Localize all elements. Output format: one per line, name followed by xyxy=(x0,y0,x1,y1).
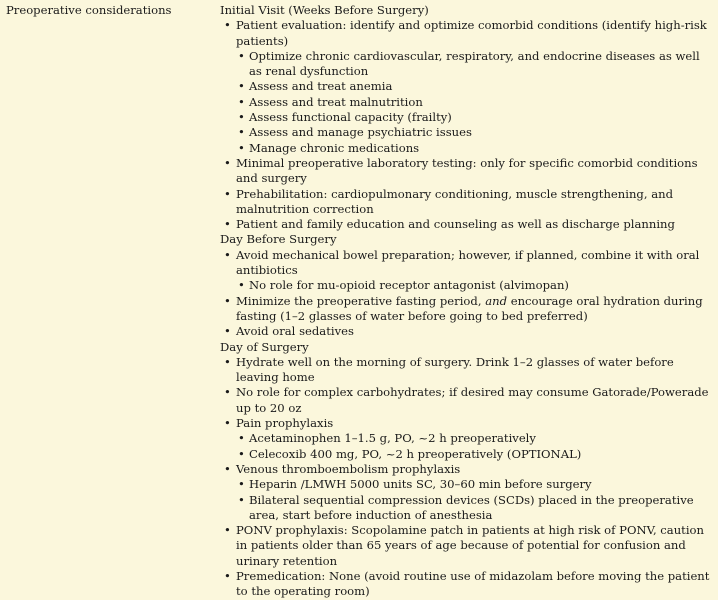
item-text: Avoid mechanical bowel preparation; however, if planned, combine it with oral antibiotics xyxy=(236,247,700,278)
day-of-heading: Day of Surgery xyxy=(220,339,309,354)
list-item xyxy=(236,110,714,125)
vte-sublist xyxy=(236,477,714,523)
row-label: Preoperative considerations xyxy=(6,3,172,17)
item-text: Heparin /LMWH 5000 units SC, 30–60 min before surgery xyxy=(249,477,592,492)
list-item xyxy=(220,416,714,462)
item-text: Assess and treat anemia xyxy=(249,79,393,94)
list-item xyxy=(236,431,714,446)
item-text: Prehabilitation: cardiopulmonary conditioning, muscle strengthening, and malnutrition correction xyxy=(236,186,674,216)
list-item xyxy=(236,79,714,94)
bullet-icon: • xyxy=(224,324,231,339)
bullet-icon: • xyxy=(224,293,231,308)
list-item xyxy=(220,523,714,569)
bullet-icon: • xyxy=(224,568,231,583)
item-text: Assess functional capacity (frailty) xyxy=(249,110,452,125)
item-text: encourage oral hydration during fasting (1–2 glasses of water before going to bed preferred) xyxy=(236,293,703,323)
list-item xyxy=(220,569,714,600)
bullet-icon: • xyxy=(238,278,245,293)
bullet-icon: • xyxy=(238,446,245,461)
list-item xyxy=(236,141,714,156)
item-text: Pain prophylaxis xyxy=(236,416,334,431)
item-text: Minimize the preoperative fasting period, xyxy=(236,293,482,308)
bullet-icon: • xyxy=(224,155,231,170)
item-text: Minimal preoperative laboratory testing: only for specific comorbid conditions and surgery xyxy=(236,155,698,186)
row-label-cell xyxy=(6,3,206,18)
item-text: Bilateral sequential compression devices (SCDs) placed in the preoperative area, start before induction of anesthesia xyxy=(249,492,694,522)
item-text: Hydrate well on the morning of surgery. Drink 1–2 glasses of water before leaving home xyxy=(236,354,674,385)
list-item xyxy=(236,95,714,110)
list-item xyxy=(220,217,714,232)
list-item xyxy=(236,477,714,492)
item-text: Patient evaluation: identify and optimize comorbid conditions (identify high-risk patients) xyxy=(236,18,707,48)
day-before-heading: Day Before Surgery xyxy=(220,232,337,247)
list-item xyxy=(220,385,714,416)
list-item xyxy=(220,187,714,218)
bullet-icon: • xyxy=(224,354,231,369)
item-text: No role for mu-opioid receptor antagonist (alvimopan) xyxy=(249,278,569,293)
eval-sublist xyxy=(236,49,714,156)
bullet-icon: • xyxy=(224,247,231,262)
item-text: PONV prophylaxis: Scopolamine patch in patients at high risk of PONV, caution in patients older than 65 years of age because of potential for confusion and urinary retention xyxy=(236,523,704,568)
list-item xyxy=(220,324,714,339)
bullet-icon: • xyxy=(238,431,245,446)
emphasis-text: and xyxy=(485,293,508,308)
list-item xyxy=(220,248,714,294)
day-of-list xyxy=(220,355,714,600)
bullet-icon: • xyxy=(224,385,231,400)
bullet-icon: • xyxy=(238,94,245,109)
list-item xyxy=(236,49,714,80)
item-text: Premedication: None (avoid routine use of midazolam before moving the patient to the operating room) xyxy=(236,568,710,599)
item-text: Acetaminophen 1–1.5 g, PO, ~2 h preoperatively xyxy=(249,431,536,446)
bullet-icon: • xyxy=(224,416,231,431)
initial-visit-heading: Initial Visit (Weeks Before Surgery) xyxy=(220,3,429,17)
list-item xyxy=(236,447,714,462)
list-item xyxy=(236,493,714,524)
bullet-icon: • xyxy=(238,477,245,492)
bullet-icon: • xyxy=(224,523,231,538)
item-text: Manage chronic medications xyxy=(249,140,420,155)
bullet-icon: • xyxy=(238,110,245,125)
item-text: Celecoxib 400 mg, PO, ~2 h preoperatively (OPTIONAL) xyxy=(249,446,582,461)
list-item xyxy=(220,294,714,325)
bullet-icon: • xyxy=(224,18,231,33)
bullet-icon: • xyxy=(238,79,245,94)
item-text: Avoid oral sedatives xyxy=(236,324,354,339)
item-text: Patient and family education and counseling as well as discharge planning xyxy=(236,217,675,232)
bullet-icon: • xyxy=(238,492,245,507)
list-item xyxy=(220,355,714,386)
bullet-icon: • xyxy=(224,461,231,476)
content-cell xyxy=(220,3,714,600)
bullet-icon: • xyxy=(238,140,245,155)
bullet-icon: • xyxy=(238,48,245,63)
bowel-sublist xyxy=(236,278,714,293)
item-text: Venous thromboembolism prophylaxis xyxy=(236,461,461,476)
bullet-icon: • xyxy=(224,217,231,232)
bullet-icon: • xyxy=(224,186,231,201)
bullet-icon: • xyxy=(238,125,245,140)
list-item xyxy=(220,18,714,156)
item-text: Assess and manage psychiatric issues xyxy=(249,125,472,140)
list-item xyxy=(236,278,714,293)
list-item xyxy=(220,156,714,187)
list-item xyxy=(220,462,714,523)
pain-sublist xyxy=(236,431,714,462)
list-item xyxy=(236,125,714,140)
item-text: Optimize chronic cardiovascular, respiratory, and endocrine diseases as well as renal dysfunction xyxy=(249,48,700,79)
item-text: Assess and treat malnutrition xyxy=(249,94,423,109)
item-text: No role for complex carbohydrates; if desired may consume Gatorade/Powerade up to 20 oz xyxy=(236,385,709,415)
initial-visit-list xyxy=(220,18,714,232)
day-before-list xyxy=(220,248,714,340)
